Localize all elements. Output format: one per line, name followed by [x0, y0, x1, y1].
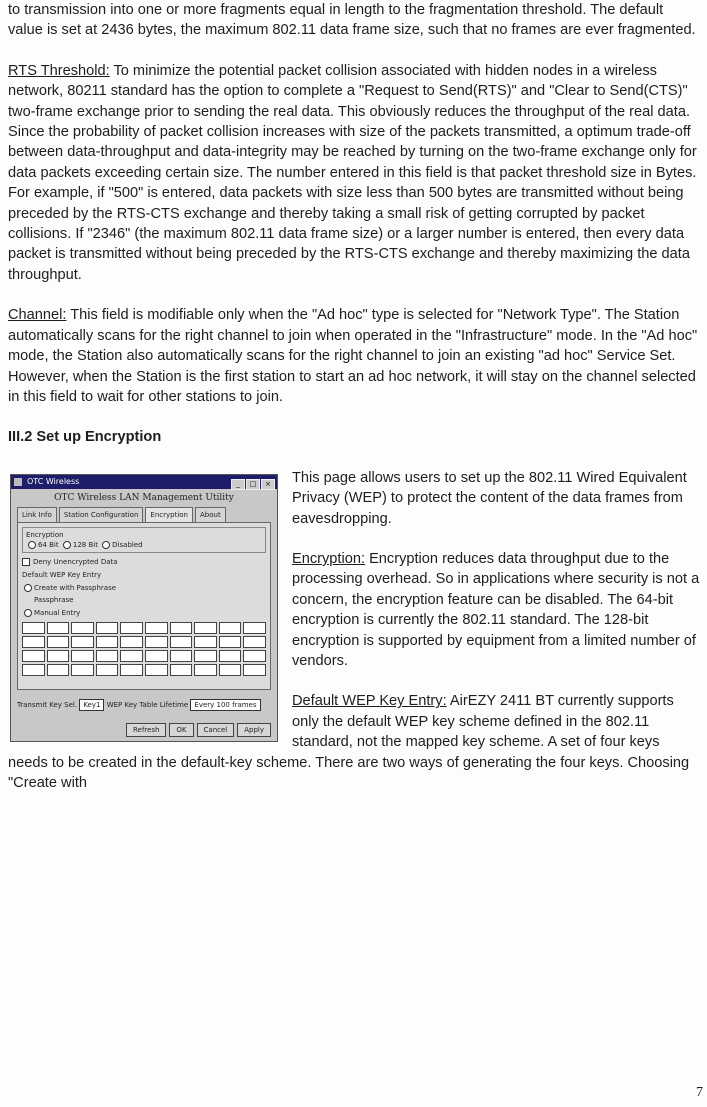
encryption-group-label: Encryption [26, 530, 64, 539]
encryption-group [22, 527, 266, 553]
radio-icon [63, 541, 71, 549]
channel-paragraph [8, 305, 702, 407]
transmit-key-label: Transmit Key Sel. [17, 700, 78, 709]
passphrase-label: Create with Passphrase [34, 583, 117, 592]
deny-unencrypted [22, 557, 266, 567]
wep-key-body: AirEZY 2411 BT currently supports only the default WEP key scheme defined in the 802.11 standard, not the mapped key scheme. A set of four keys needs to be created in the default-key scheme. There are two ways of generating the four keys. Choosing "Create with [8, 693, 690, 791]
maximize-icon: □ [246, 479, 260, 490]
default-key-label: Default WEP Key Entry [22, 570, 102, 579]
wep-key-term: Default WEP Key Entry: [292, 693, 447, 710]
document-page [8, 0, 702, 793]
rts-threshold-term: RTS Threshold: [8, 62, 110, 79]
radio-icon [24, 584, 32, 592]
section-heading: III.2 Set up Encryption [8, 429, 162, 446]
radio-icon [28, 541, 36, 549]
passphrase-field: Passphrase [34, 595, 74, 604]
fragmentation-continuation: to transmission into one or more fragments equal in length to the fragmentation threshold. The default value is set at 2436 bytes, the maximum 802.11 data frame size, such that no frames are ever fragmented. [8, 2, 696, 39]
refresh-button: Refresh [126, 723, 166, 737]
option-64bit: 64 Bit [38, 540, 59, 549]
rts-threshold-paragraph [8, 61, 702, 285]
radio-icon [24, 609, 32, 617]
option-disabled: Disabled [112, 540, 143, 549]
window-title: OTC Wireless [27, 476, 80, 486]
deny-label: Deny Unencrypted Data [33, 557, 118, 566]
page-number: 7 [696, 1084, 703, 1100]
encryption-term: Encryption: [292, 550, 366, 567]
tab-station-config: Station Configuration [59, 507, 144, 522]
intro-text: This page allows users to set up the 802.11 Wired Equivalent Privacy (WEP) to protect the content of the data frames from eavesdropping. [292, 469, 687, 527]
window-buttons [230, 477, 275, 491]
transmit-key-dropdown: Key1 [79, 699, 104, 711]
channel-body: This field is modifiable only when the "Ad hoc" type is selected for "Network Type". The Station automatically scans for the right channel to join when operated in the "Infrastructure" mode. In the "Ad hoc" mode, the Station also automatically scans for the right channel to join an existing "ad hoc" Service Set. However, when the Station is the first station to start an ad hoc network, it will stay on the channel selected in this field to wait for other stations to join. [8, 307, 698, 405]
manual-label: Manual Entry [34, 608, 81, 617]
encryption-body: Encryption reduces data throughput due to the processing overhead. So in applications where security is not a concern, the encryption feature can be disabled. The 64-bit encryption is currently the 802.11 standard. The 128-bit encryption is supported by equipment from a limited number of vendors. [292, 550, 700, 669]
wep-lifetime-label: WEP Key Table Lifetime [106, 700, 189, 709]
encryption-section [8, 468, 702, 794]
cancel-button: Cancel [197, 723, 235, 737]
checkbox-icon [22, 558, 30, 566]
app-icon [14, 478, 22, 486]
option-128bit: 128 Bit [72, 540, 98, 549]
tab-encryption: Encryption [145, 507, 193, 522]
channel-term: Channel: [8, 307, 67, 324]
close-icon: × [261, 479, 275, 490]
minimize-icon: _ [231, 479, 245, 490]
tab-link-info: Link Info [17, 507, 57, 522]
encryption-screenshot [10, 474, 278, 742]
radio-icon [102, 541, 110, 549]
ok-button: OK [169, 723, 193, 737]
key-entry-grid [22, 622, 266, 676]
window-titlebar [11, 475, 277, 489]
rts-threshold-body: To minimize the potential packet collision associated with hidden nodes in a wireless network, 80211 standard has the option to complete a "Request to Send(RTS)" and "Clear to Send(CTS)" two-frame exchange prior to sending the real data. This obviously reduces the throughput of the real data. Since the probability of packet collision increases with size of the packets transmitted, a optimum trade-off between data-throughput and data-integrity may be reached by turning on the two-frame exchange only for data packets exceeding certain size. The number entered in this field is that packet threshold size in Bytes. For example, if "500" is entered, data packets with size less than 500 bytes are transmitted without being preceded by the RTS-CTS exchange and thereby taking a small risk of getting corrupted by packet collisions. If "2346" (the maximum 802.11 data frame size) or a larger number is entered, then every data packet is transmitted without being preceded by the RTS-CTS exchange and thereby maximizing the data throughput. [8, 62, 697, 283]
wep-lifetime-dropdown: Every 100 frames [190, 699, 260, 711]
utility-name: OTC Wireless LAN Management Utility [54, 492, 234, 503]
tab-about: About [195, 507, 226, 522]
dialog-buttons [123, 723, 271, 737]
encryption-panel [17, 522, 271, 690]
key-select-row [17, 699, 271, 711]
manual-entry-option [22, 608, 266, 618]
apply-button: Apply [237, 723, 271, 737]
passphrase-option [22, 583, 266, 593]
tab-bar [17, 507, 271, 522]
